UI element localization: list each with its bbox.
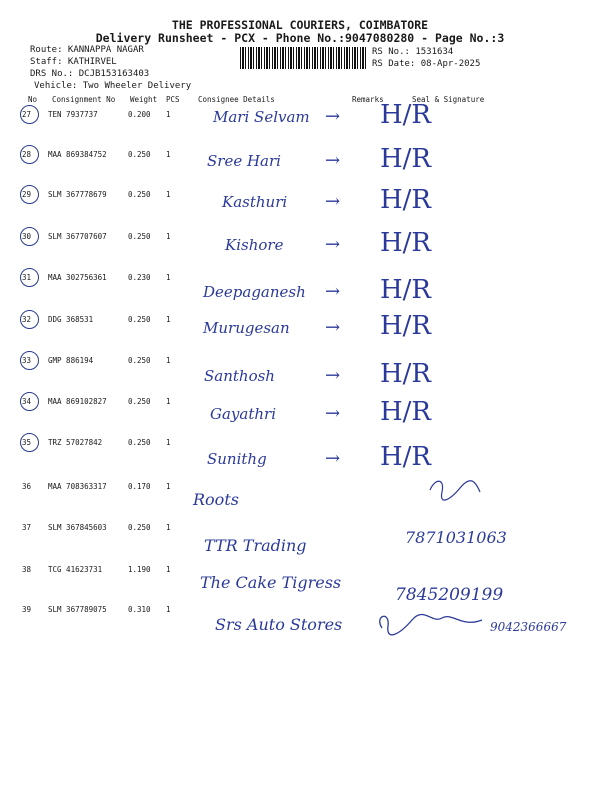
col-weight: Weight	[130, 95, 158, 104]
consignment-number: TCG 41623731	[48, 565, 103, 574]
col-seal-signature: Seal & Signature	[412, 95, 485, 104]
consignee-handwritten: Roots	[193, 490, 239, 509]
consignment-number: TEN 7937737	[48, 110, 98, 119]
weight-value: 0.250	[128, 150, 151, 159]
weight-value: 0.230	[128, 273, 151, 282]
remark-handwritten: H/R	[380, 185, 432, 215]
consignment-number: MAA 869384752	[48, 150, 107, 159]
col-no: No	[28, 95, 38, 104]
consignment-number: MAA 708363317	[48, 482, 107, 491]
weight-value: 0.170	[128, 482, 151, 491]
remark-handwritten: H/R	[380, 275, 432, 305]
row-number: 39	[22, 605, 32, 614]
consignee-handwritten: Srs Auto Stores	[215, 615, 343, 634]
pcs-value: 1	[166, 397, 171, 406]
row-number: 36	[22, 482, 32, 491]
consignment-number: SLM 367778679	[48, 190, 107, 199]
col-consignee: Consignee Details	[198, 95, 275, 104]
weight-value: 0.250	[128, 356, 151, 365]
pcs-value: 1	[166, 523, 171, 532]
row-number: 27	[22, 110, 32, 119]
weight-value: 0.250	[128, 232, 151, 241]
row-number: 38	[22, 565, 32, 574]
consignee-handwritten: Gayathri	[210, 405, 276, 423]
arrow-icon: →	[325, 281, 341, 302]
rs-date: RS Date: 08-Apr-2025	[372, 59, 481, 69]
staff-label: Staff: KATHIRVEL	[30, 57, 117, 67]
barcode-image	[240, 47, 366, 69]
pcs-value: 1	[166, 150, 171, 159]
consignee-handwritten: Murugesan	[203, 319, 290, 337]
arrow-icon: →	[325, 365, 341, 386]
consignee-handwritten: The Cake Tigress	[200, 573, 342, 592]
consignee-handwritten: Mari Selvam	[213, 108, 310, 126]
consignee-handwritten: Santhosh	[204, 367, 275, 385]
row-number: 33	[22, 356, 32, 365]
remark-handwritten: H/R	[380, 442, 432, 472]
col-consignment: Consignment No	[52, 95, 116, 104]
pcs-value: 1	[166, 482, 171, 491]
runsheet-title: Delivery Runsheet - PCX - Phone No.:9047080280 - Page No.:3	[95, 31, 505, 45]
consignment-number: MAA 869102827	[48, 397, 107, 406]
remark-handwritten: H/R	[380, 311, 432, 341]
row-number: 35	[22, 438, 32, 447]
signature-phone-38: 7871031063	[405, 528, 507, 547]
remark-handwritten: H/R	[380, 359, 432, 389]
weight-value: 0.250	[128, 523, 151, 532]
consignee-handwritten: Kasthuri	[222, 193, 288, 211]
arrow-icon: →	[325, 317, 341, 338]
remark-handwritten: H/R	[380, 100, 432, 130]
drs-number: DRS No.: DCJB153163403	[30, 69, 150, 79]
consignment-number: SLM 367789075	[48, 605, 107, 614]
weight-value: 0.250	[128, 190, 151, 199]
weight-value: 0.250	[128, 438, 151, 447]
signature-phone-38b: 7845209199	[395, 585, 504, 605]
pcs-value: 1	[166, 356, 171, 365]
consignment-number: MAA 302756361	[48, 273, 107, 282]
row-number: 32	[22, 315, 32, 324]
arrow-icon: →	[325, 403, 341, 424]
remark-handwritten: H/R	[380, 144, 432, 174]
pcs-value: 1	[166, 110, 171, 119]
pcs-value: 1	[166, 438, 171, 447]
weight-value: 0.250	[128, 397, 151, 406]
consignee-handwritten: Deepaganesh	[203, 283, 306, 301]
pcs-value: 1	[166, 190, 171, 199]
consignment-number: SLM 367707607	[48, 232, 107, 241]
consignee-handwritten: Sunithg	[207, 450, 267, 468]
consignment-number: GMP 886194	[48, 356, 94, 365]
pcs-value: 1	[166, 605, 171, 614]
weight-value: 0.200	[128, 110, 151, 119]
arrow-icon: →	[325, 234, 341, 255]
row-number: 37	[22, 523, 32, 532]
pcs-value: 1	[166, 315, 171, 324]
arrow-icon: →	[325, 448, 341, 469]
remark-handwritten: H/R	[380, 397, 432, 427]
seal-stamp	[390, 470, 510, 515]
rs-number: RS No.: 1531634	[372, 47, 454, 57]
arrow-icon: →	[325, 191, 341, 212]
consignment-number: SLM 367845603	[48, 523, 107, 532]
weight-value: 0.310	[128, 605, 151, 614]
pcs-value: 1	[166, 232, 171, 241]
row-number: 31	[22, 273, 32, 282]
arrow-icon: →	[325, 150, 341, 171]
consignee-handwritten: Sree Hari	[207, 152, 281, 170]
consignee-handwritten: TTR Trading	[204, 536, 307, 555]
row-number: 30	[22, 232, 32, 241]
arrow-icon: →	[325, 106, 341, 127]
consignee-handwritten: Kishore	[225, 236, 284, 254]
row-number: 28	[22, 150, 32, 159]
col-pcs: PCS	[166, 95, 180, 104]
vehicle-label: Vehicle: Two Wheeler Delivery	[34, 81, 192, 91]
consignment-number: TRZ 57027842	[48, 438, 103, 447]
pcs-value: 1	[166, 565, 171, 574]
row-number: 29	[22, 190, 32, 199]
company-name: THE PROFESSIONAL COURIERS, COIMBATORE	[171, 18, 429, 32]
route-label: Route: KANNAPPA NAGAR	[30, 45, 144, 55]
consignment-number: DDG 368531	[48, 315, 94, 324]
signature-39-scribble	[372, 606, 492, 642]
row-number: 34	[22, 397, 32, 406]
pcs-value: 1	[166, 273, 171, 282]
weight-value: 0.250	[128, 315, 151, 324]
signature-phone-39: 9042366667	[490, 620, 567, 634]
remark-handwritten: H/R	[380, 228, 432, 258]
weight-value: 1.190	[128, 565, 151, 574]
col-remarks: Remarks	[352, 95, 384, 104]
